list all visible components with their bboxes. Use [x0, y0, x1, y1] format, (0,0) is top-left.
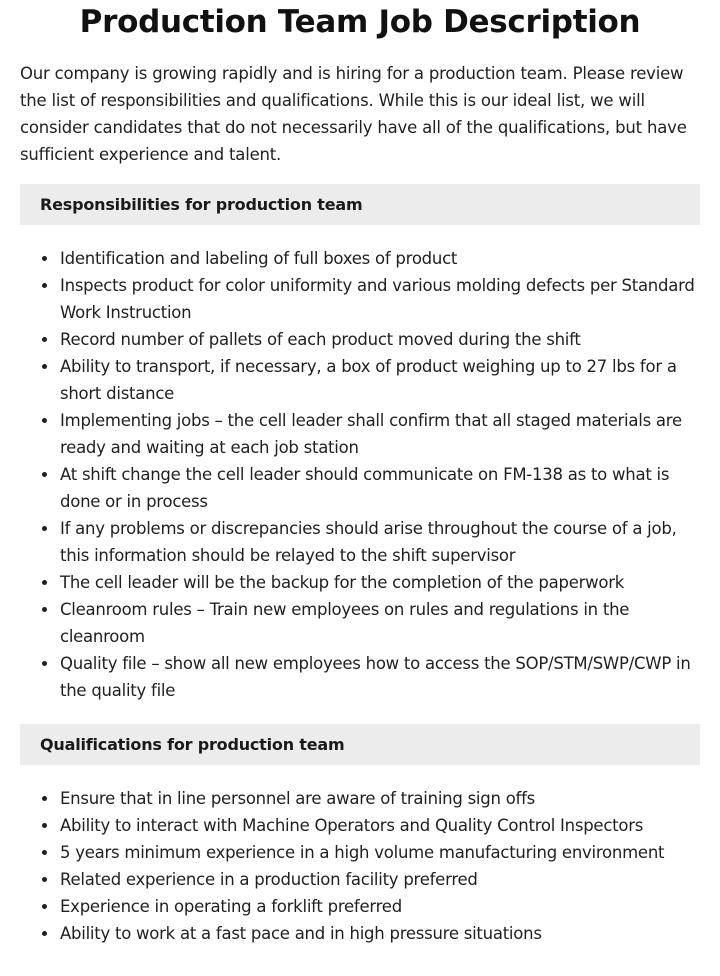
list-item: 5 years minimum experience in a high volume manufacturing environment [20, 839, 700, 866]
list-item: Cleanroom rules – Train new employees on rules and regulations in the cleanroom [20, 596, 700, 650]
list-item: Related experience in a production facility preferred [20, 866, 700, 893]
list-item: Experience in operating a forklift preferred [20, 893, 700, 920]
list-item: Ability to interact with Machine Operators and Quality Control Inspectors [20, 812, 700, 839]
responsibilities-heading: Responsibilities for production team [20, 184, 700, 225]
list-item: Ability to work at a fast pace and in high pressure situations [20, 920, 700, 947]
responsibilities-list [20, 245, 700, 704]
list-item: Ensure that in line personnel are aware of training sign offs [20, 785, 700, 812]
list-item: Ability to transport, if necessary, a box of product weighing up to 27 lbs for a short distance [20, 353, 700, 407]
qualifications-list [20, 785, 700, 947]
list-item: Identification and labeling of full boxes of product [20, 245, 700, 272]
list-item: If any problems or discrepancies should arise throughout the course of a job, this information should be relayed to the shift supervisor [20, 515, 700, 569]
intro-paragraph: Our company is growing rapidly and is hiring for a production team. Please review the list of responsibilities and qualifications. While this is our ideal list, we will consider candidates that do not necessarily have all of the qualifications, but have sufficient experience and talent. [20, 64, 687, 164]
list-item: Quality file – show all new employees how to access the SOP/STM/SWP/CWP in the quality file [20, 650, 700, 704]
qualifications-heading: Qualifications for production team [20, 724, 700, 765]
list-item: Implementing jobs – the cell leader shall confirm that all staged materials are ready and waiting at each job station [20, 407, 700, 461]
page-title: Production Team Job Description [79, 4, 641, 40]
list-item: Inspects product for color uniformity and various molding defects per Standard Work Instruction [20, 272, 700, 326]
list-item: The cell leader will be the backup for the completion of the paperwork [20, 569, 700, 596]
list-item: Record number of pallets of each product moved during the shift [20, 326, 700, 353]
list-item: At shift change the cell leader should communicate on FM-138 as to what is done or in process [20, 461, 700, 515]
